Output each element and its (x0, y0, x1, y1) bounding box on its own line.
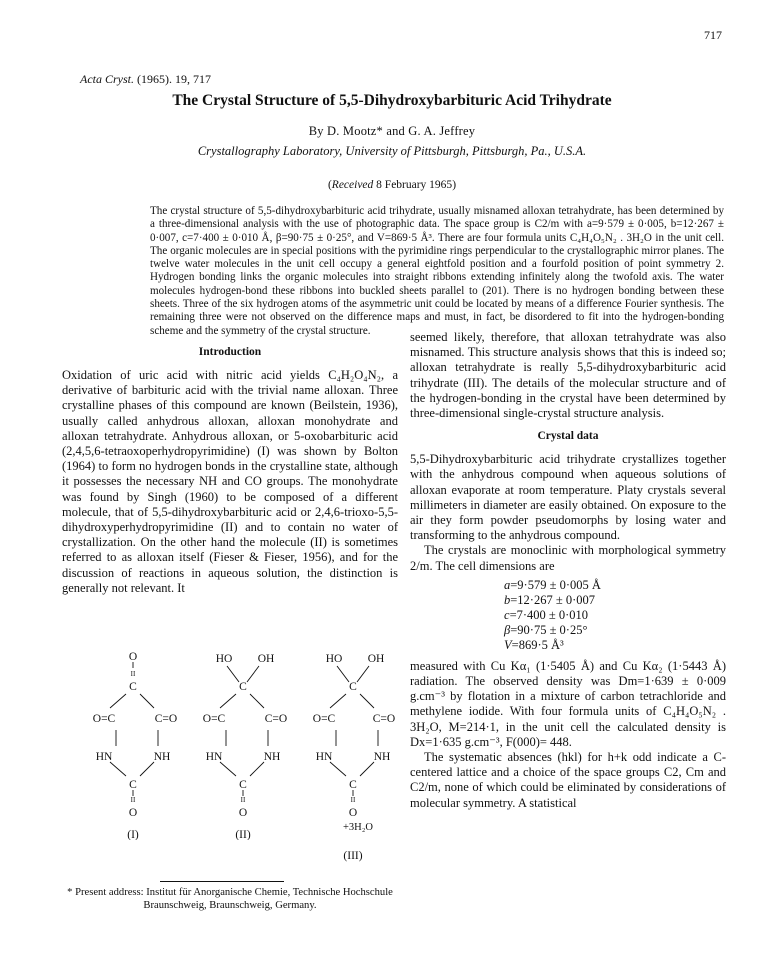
struct-2-bottom-o: O (238, 807, 248, 819)
struct-1-top-double-bond: II (130, 670, 136, 678)
struct-3-left-co: O=C (312, 713, 336, 725)
journal-name: Acta Cryst. (80, 72, 134, 86)
struct-1-right-nh: NH (153, 751, 171, 763)
introduction-heading: Introduction (198, 346, 262, 358)
struct-3-label-row (62, 850, 398, 882)
struct-2-left-co: O=C (202, 713, 226, 725)
struct-3-ho: HO (325, 653, 343, 665)
struct-2-right-co: C=O (264, 713, 288, 725)
struct-1-left-co: O=C (92, 713, 116, 725)
struct-3-water: +3H₂O (343, 822, 373, 833)
struct-3-label: (III) (343, 850, 363, 862)
received-date: (Received 8 February 1965) (327, 179, 457, 191)
struct-3-right-nh: NH (373, 751, 391, 763)
cell-dimensions (504, 578, 726, 653)
intro-continuation: seemed likely, therefore, that alloxan tetrahydrate was also misnamed. This structure analysis shows that this is indeed so; alloxan tetrahydrate is really 5,5-dihydroxybarbituric acid trihydrate (III). The details of the molecular structure and of the hydrogen-bonding in the crystal have been determined by three-dimensional single-crystal structure analysis. (410, 330, 726, 421)
struct-1-bottom-c: C (129, 779, 137, 791)
struct-2-ho: HO (215, 653, 233, 665)
struct-3-bottom-c: C (349, 779, 357, 791)
struct-1-left-nh: HN (95, 751, 113, 763)
struct-1-top-o: O (128, 651, 138, 663)
cell-b: b=12·267 ± 0·007 (504, 592, 595, 607)
struct-2-bottom-double-bond: II (240, 796, 246, 804)
left-column (62, 338, 398, 596)
struct-3-bottom-double-bond: II (350, 796, 356, 804)
struct-2-oh: OH (257, 653, 275, 665)
struct-1-bottom-double-bond: II (130, 796, 136, 804)
cell-volume: V=869·5 Å³ (504, 637, 564, 652)
struct-1-right-co: C=O (154, 713, 178, 725)
struct-3-oh: OH (367, 653, 385, 665)
struct-3-right-co: C=O (372, 713, 396, 725)
crystal-data-para-3: measured with Cu Kα₁ (1·5405 Å) and Cu Kα₂ (1·5443 Å) radiation. The observed density was Dm=1·639 ± 0·009 g.cm⁻³ by flotation in a mixture of carbon tetrachloride and methylene iodide. With four formula units of C₄H₄O₅N₂ . 3H₂O, M=214·1, in the unit cell the calculated density is Dx=1·635 g.cm⁻³, F(000)= 448. (410, 658, 726, 749)
struct-2-left-nh: HN (205, 751, 223, 763)
crystal-data-para-2: The crystals are monoclinic with morphological symmetry 2/m. The cell dimensions are (410, 543, 726, 573)
abstract: The crystal structure of 5,5-dihydroxybarbituric acid trihydrate, usually misnamed alloxan tetrahydrate, has been determined by a three-dimensional analysis with the use of photographic data. The space group is C2/m with a=9·579 ± 0·005, b=12·267 ± 0·007, c=7·400 ± 0·010 Å, β=90·75 ± 0·25°, and V=869·5 Å³. There are four formula units C₄H₄O₅N₂ . 3H₂O in the unit cell. The organic molecules are in special positions with the pyrimidine rings perpendicular to the crystallographic mirror planes. The twelve water molecules in the unit cell occupy a general eightfold position and a fourfold position of point symmetry 2. Hydrogen bonding links the organic molecules into straight ribbons extending infinitely along the twofold axis. The water molecules hydrogen-bond these ribbons into buckled sheets parallel to (201). There is no hydrogen bonding between these sheets. Three of the six hydrogen atoms of the asymmetric unit could be located by means of a difference Fourier synthesis. The remaining three were not observed on the difference maps and must, in fact, be disordered to fit into the hydrogen-bonding scheme and the symmetry of the crystal structure. (150, 205, 724, 337)
paper-title: The Crystal Structure of 5,5-Dihydroxybarbituric Acid Trihydrate (172, 92, 612, 109)
struct-2-right-nh: NH (263, 751, 281, 763)
crystal-data-heading: Crystal data (537, 430, 599, 443)
page-number: 717 (704, 28, 722, 42)
struct-3-top-c: C (349, 681, 357, 693)
struct-2-bottom-c: C (239, 779, 247, 791)
crystal-data-para-4: The systematic absences (hkl) for h+k odd indicate a C-centered lattice and a choice of the space groups C2, Cm and C2/m, none of which could be eliminated by considerations of molecular symmetry. A statistical (410, 750, 726, 810)
struct-1-label: (I) (127, 829, 139, 840)
chemical-structures (62, 650, 398, 840)
cell-a: a=9·579 ± 0·005 Å (504, 577, 601, 592)
struct-2-top-c: C (239, 681, 247, 693)
struct-2-label: (II) (235, 829, 251, 840)
footnote: * Present address: Institut für Anorganische Chemie, Technische Hochschule Braunschweig, Braunschweig, Germany. (67, 887, 393, 911)
cell-c: c=7·400 ± 0·010 (504, 607, 589, 622)
struct-3-left-nh: HN (315, 751, 333, 763)
received-value: 8 February 1965 (373, 179, 453, 191)
journal-volume: (1965). 19, 717 (134, 72, 211, 86)
paper-authors: By D. Mootz* and G. A. Jeffrey (308, 124, 476, 138)
struct-1-top-c: C (129, 681, 137, 693)
introduction-text: Oxidation of uric acid with nitric acid yields C₄H₂O₄N₂, a derivative of barbituric acid with the trivial name alloxan. Three crystalline phases of this compound are known (Beilstein, 1936), usually called anhydrous alloxan, alloxan monohydrate and alloxan tetrahydrate. Anhydrous alloxan, or 5-oxobarbituric acid (2,4,5,6-tetraoxoperhydropyrimidine) (I) was shown by Bolton (1964) to form no hydrogen bonds in the crystalline state, although it possesses the necessary NH and CO groups. The monohydrate was found by Singh (1960) to be composed of a different molecule, that of 5,5-dihydroxybarbituric acid or 2,4,6-trioxo-5,5-dihydroxyperhydropyrimidine (II) and to contain no water of crystallization. On the other hand the molecule (II) is sometimes referred to as alloxan itself (Fieser & Fieser, 1956), and for the discussion of reactions in aqueous solution, the distinction is generally not relevant. It (62, 368, 398, 595)
journal-citation (80, 72, 211, 87)
struct-1-bottom-o: O (128, 807, 138, 819)
cell-beta: β=90·75 ± 0·25° (504, 622, 588, 637)
crystal-data-para-1: 5,5-Dihydroxybarbituric acid trihydrate crystallizes together with the anhydrous compound when aqueous solutions of alloxan evaporate at room temperature. Platy crystals several millimeters in diameter are easily obtained. On exposure to the air they form powder pseudomorphs by losing water and transforming to the anhydrous compound. (410, 452, 726, 543)
footnote-rule (160, 881, 284, 882)
received-label: Received (331, 179, 374, 191)
paper-affiliation: Crystallography Laboratory, University of Pittsburgh, Pittsburgh, Pa., U.S.A. (197, 144, 587, 158)
right-column (410, 330, 726, 811)
struct-3-bottom-o: O (348, 807, 358, 819)
